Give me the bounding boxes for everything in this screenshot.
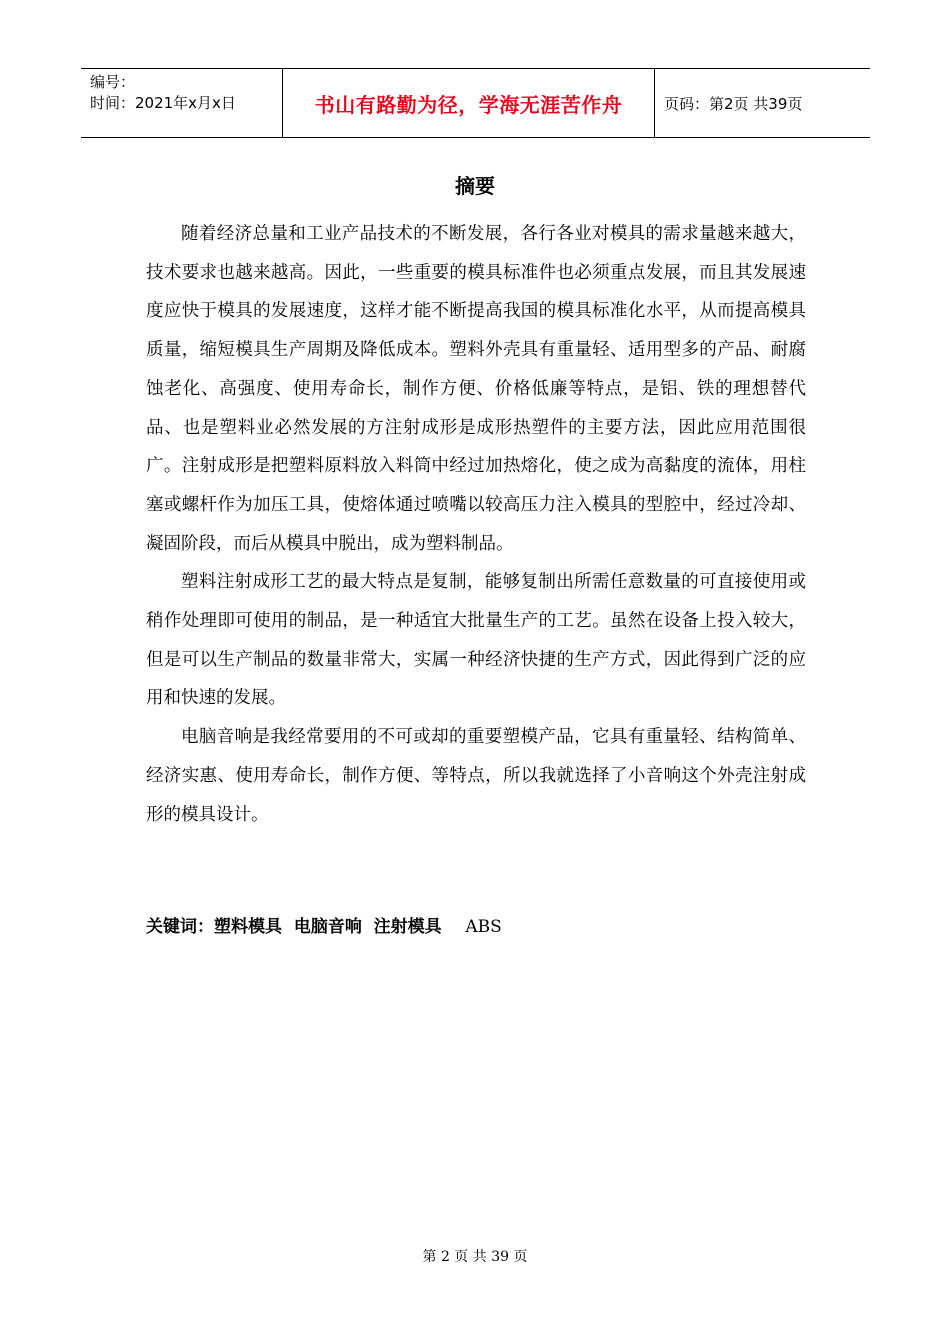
page-title: 摘要 — [455, 174, 495, 198]
number-label: 编号： — [90, 73, 136, 91]
header-motto: 书山有路勤为径，学海无涯苦作舟 — [282, 69, 655, 137]
abstract-body — [146, 215, 806, 834]
keywords-list: 塑料模具 电脑音响 注射模具 — [214, 917, 466, 937]
header-page-info: 页码：第2页 共39页 — [664, 94, 803, 113]
keywords-label: 关键词： — [146, 917, 214, 937]
abstract-paragraph: 随着经济总量和工业产品技术的不断发展，各行各业对模具的需求量越来越大，技术要求也越来越高。因此，一些重要的模具标准件也必须重点发展，而且其发展速度应快于模具的发展速度，这样才能不断提高我国的模具标准化水平，从而提高模具质量，缩短模具生产周期及降低成本。塑料外壳具有重量轻、适用型多的产品、耐腐蚀老化、高强度、使用寿命长，制作方便、价格低廉等特点，是铝、铁的理想替代品、也是塑料业必然发展的方注射成形是成形热塑件的主要方法，因此应用范围很广。注射成形是把塑料原料放入料筒中经过加热熔化，使之成为高黏度的流体，用柱塞或螺杆作为加压工具，使熔体通过喷嘴以较高压力注入模具的型腔中，经过冷却、凝固阶段，而后从模具中脱出，成为塑料制品。 — [146, 224, 806, 554]
keywords-abs: ABS — [465, 917, 502, 937]
document-header — [81, 68, 870, 138]
abstract-paragraph: 电脑音响是我经常要用的不可或却的重要塑模产品，它具有重量轻、结构简单、经济实惠、使用寿命长，制作方便、等特点，所以我就选择了小音响这个外壳注射成形的模具设计。 — [146, 727, 806, 825]
header-meta — [81, 69, 282, 137]
keywords-line — [146, 912, 502, 937]
abstract-paragraph: 塑料注射成形工艺的最大特点是复制，能够复制出所需任意数量的可直接使用或稍作处理即可使用的制品，是一种适宜大批量生产的工艺。虽然在设备上投入较大，但是可以生产制品的数量非常大，实属一种经济快捷的生产方式，因此得到广泛的应用和快速的发展。 — [146, 572, 806, 709]
time-label: 时间：2021年x月x日 — [90, 94, 236, 112]
page-footer: 第 2 页 共 39 页 — [422, 1249, 528, 1265]
